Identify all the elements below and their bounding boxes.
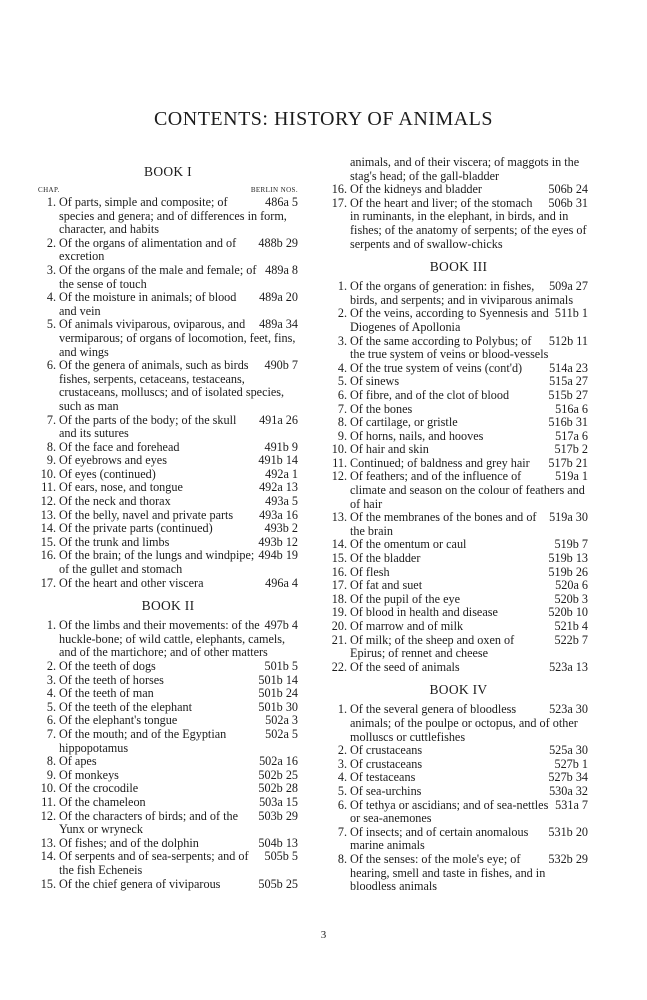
toc-entry	[329, 579, 588, 593]
toc-entry	[38, 536, 298, 550]
chapter-number: 11.	[41, 794, 56, 809]
chapter-title: Of animals viviparous, oviparous, and vermiparous; of organs of locomotion, feet, fins, and wings	[59, 317, 296, 359]
berlin-reference: 515b 27	[548, 387, 588, 402]
chapter-title: Of blood in health and disease	[350, 605, 498, 620]
chapter-title: Of milk; of the sheep and oxen of Epirus; of rennet and cheese	[350, 632, 515, 661]
chapter-title: Of sea-urchins	[350, 783, 422, 798]
berlin-reference: 501b 14	[258, 672, 298, 687]
chapter-number: 10.	[331, 442, 347, 457]
chapter-number: 1.	[337, 279, 347, 294]
chapter-title: Of the kidneys and bladder	[350, 182, 482, 197]
berlin-reference: 519b 26	[548, 564, 588, 579]
chapter-title: Of the teeth of dogs	[59, 659, 156, 673]
toc-entry	[329, 443, 588, 457]
berlin-reference: 502a 3	[265, 713, 298, 728]
berlin-reference: 523a 30	[549, 702, 588, 717]
chapter-title: Of the teeth of man	[59, 686, 154, 701]
chapter-number: 9.	[46, 767, 56, 782]
chapter-title: Of cartilage, or gristle	[350, 415, 458, 430]
column-header	[38, 185, 298, 195]
toc-entry	[329, 538, 588, 552]
toc-entry	[38, 701, 298, 715]
berlin-reference: 502a 16	[259, 754, 298, 769]
toc-entry	[38, 264, 298, 291]
chapter-number: 11.	[41, 480, 56, 495]
chapter-number: 15.	[40, 534, 56, 549]
berlin-reference: 520b 3	[554, 591, 588, 606]
berlin-reference: 506b 31	[548, 195, 588, 210]
toc-entry	[329, 634, 588, 661]
toc-entry	[329, 307, 588, 334]
toc-entry	[329, 375, 588, 389]
berlin-reference: 504b 13	[258, 835, 298, 850]
chapter-number: 19.	[331, 605, 347, 620]
berlin-reference: 520a 6	[555, 578, 588, 593]
toc-entry	[329, 853, 588, 894]
chapter-title: Of the several genera of bloodless animals; of the poulpe or octopus, and of other molluscs or cuttlefishes	[350, 702, 578, 744]
berlin-reference: 517b 21	[548, 455, 588, 470]
chapter-title: Of the organs of generation: in fishes, birds, and serpents; and in viviparous animals	[350, 279, 574, 307]
berlin-reference: 517b 2	[554, 442, 588, 457]
chapter-number: 2.	[337, 306, 347, 321]
chapter-number: 4.	[46, 290, 56, 305]
chapter-number: 5.	[46, 317, 56, 332]
berlin-reference: 516a 6	[555, 401, 588, 416]
toc-entry	[329, 183, 588, 197]
berlin-reference: 512b 11	[548, 333, 588, 348]
chapter-title: Of tethya or ascidians; and of sea-nettles or sea-anemones	[350, 797, 549, 826]
toc-entry	[329, 416, 588, 430]
berlin-reference: 519b 13	[548, 551, 588, 566]
toc-entry	[329, 470, 588, 511]
chapter-number: 6.	[46, 358, 56, 373]
chapter-title: Of the moisture in animals; of blood and vein	[59, 290, 237, 318]
toc-entry	[329, 552, 588, 566]
berlin-reference: 489a 34	[259, 317, 298, 332]
chapter-title: Of the same according to Polybus; of the true system of veins or blood-vessels	[350, 333, 549, 362]
toc-entry	[329, 593, 588, 607]
chapter-title: Of the veins, according to Syennesis and Diogenes of Apollonia	[350, 306, 549, 334]
chapter-number: 15.	[40, 876, 56, 891]
chapter-number: 11.	[332, 455, 347, 470]
toc-entry	[38, 441, 298, 455]
berlin-reference: 505b 5	[264, 849, 298, 864]
chapter-title: Of the private parts (continued)	[59, 521, 213, 536]
toc-entry	[38, 196, 298, 237]
chapter-title: Of the characters of birds; and of the Yunx or wryneck	[59, 808, 239, 837]
chapter-number: 12.	[331, 469, 347, 484]
berlin-reference: 489a 20	[259, 290, 298, 305]
chapter-number: 4.	[337, 360, 347, 375]
chapter-number: 7.	[46, 412, 56, 427]
chapter-number: 2.	[46, 235, 56, 250]
berlin-label: BERLIN NOS.	[250, 186, 298, 194]
toc-entry	[329, 335, 588, 362]
berlin-reference: 506b 24	[548, 182, 588, 197]
toc-entry	[38, 237, 298, 264]
chapter-title: Of apes	[59, 754, 97, 769]
toc-entry	[329, 620, 588, 634]
chapter-title: Of the membranes of the bones and of the brain	[350, 510, 537, 538]
chapter-number: 1.	[46, 618, 56, 633]
berlin-reference: 527b 1	[554, 756, 588, 771]
berlin-reference: 501b 30	[258, 699, 298, 714]
berlin-reference: 514a 23	[549, 360, 588, 375]
toc-entry	[329, 389, 588, 403]
chapter-title: Of the teeth of the elephant	[59, 699, 192, 714]
chapter-number: 13.	[40, 835, 56, 850]
chapter-title: Of the brain; of the lungs and windpipe; of the gullet and stomach	[59, 548, 255, 577]
berlin-reference: 515a 27	[549, 374, 588, 389]
chapter-title: Of the mouth; and of the Egyptian hippopotamus	[59, 726, 227, 755]
berlin-reference: 530a 32	[549, 783, 588, 798]
chapter-number: 6.	[46, 713, 56, 728]
toc-entry	[329, 403, 588, 417]
berlin-reference: 531a 7	[555, 797, 588, 812]
berlin-reference: 489a 8	[265, 262, 298, 277]
toc-entry	[38, 359, 298, 413]
berlin-reference: 491b 9	[264, 439, 298, 454]
chapter-number: 1.	[46, 195, 56, 209]
berlin-reference: 516b 31	[548, 415, 588, 430]
chapter-number: 5.	[337, 783, 347, 798]
chapter-title: Of testaceans	[350, 770, 416, 785]
toc-entry	[38, 850, 298, 877]
toc-entry	[38, 674, 298, 688]
chapter-number: 5.	[337, 374, 347, 389]
chapter-title: Of eyebrows and eyes	[59, 453, 167, 468]
toc-entry	[329, 661, 588, 675]
chapter-number: 18.	[331, 591, 347, 606]
chapter-title: Of the organs of alimentation and of excretion	[59, 235, 237, 264]
toc-entry	[38, 549, 298, 576]
berlin-reference: 493b 12	[258, 534, 298, 549]
berlin-reference: 496a 4	[265, 575, 298, 590]
chapter-number: 7.	[337, 824, 347, 839]
berlin-reference: 497b 4	[264, 618, 298, 633]
berlin-reference: 491a 26	[259, 412, 298, 427]
berlin-reference: 502b 25	[258, 767, 298, 782]
chapter-number: 3.	[46, 262, 56, 277]
chapter-title: Of sinews	[350, 374, 400, 389]
chapter-number: 13.	[331, 510, 347, 525]
chapter-number: 9.	[46, 453, 56, 468]
berlin-reference: 532b 29	[548, 851, 588, 866]
toc-entry	[38, 728, 298, 755]
chapter-title: Of insects; and of certain anomalous marine animals	[350, 824, 529, 853]
page-title: CONTENTS: HISTORY OF ANIMALS	[153, 108, 494, 130]
chapter-number: 21.	[331, 632, 347, 647]
berlin-reference: 493a 16	[259, 507, 298, 522]
chapter-number: 17.	[331, 195, 347, 210]
toc-entry	[329, 826, 588, 853]
berlin-reference: 523a 13	[549, 659, 588, 674]
chapter-title: Of the face and forehead	[59, 439, 180, 454]
toc-entry	[38, 414, 298, 441]
berlin-reference: 509a 27	[549, 279, 588, 294]
berlin-reference: 488b 29	[258, 235, 298, 250]
chapter-title: Of crustaceans	[350, 743, 423, 758]
chapter-title: Of the heart and other viscera	[59, 575, 204, 590]
berlin-reference: 517a 6	[555, 428, 588, 443]
berlin-reference: 501b 24	[258, 686, 298, 701]
chapter-number: 10.	[40, 466, 56, 481]
chapter-title: Of the true system of veins (cont'd)	[350, 360, 523, 375]
chapter-number: 20.	[331, 619, 347, 633]
toc-entry	[329, 430, 588, 444]
chapter-title: Of marrow and of milk	[350, 619, 464, 633]
chapter-number: 4.	[337, 770, 347, 785]
berlin-reference: 502a 5	[265, 726, 298, 741]
berlin-reference: 511b 1	[554, 306, 588, 321]
toc-entry	[329, 758, 588, 772]
chapter-title: Of the pupil of the eye	[350, 591, 460, 606]
chapter-number: 6.	[337, 387, 347, 402]
chapter-number: 8.	[337, 415, 347, 430]
toc-entry	[38, 495, 298, 509]
toc-entry	[329, 744, 588, 758]
chapter-title: Of hair and skin	[350, 442, 429, 457]
chapter-title: Of the limbs and their movements: of the huckle-bone; of wild cattle, elephants, camels, and of the martichore; and of other matters	[59, 618, 286, 660]
chapter-number: 14.	[331, 537, 347, 552]
toc-entry	[38, 810, 298, 837]
chapter-number: 9.	[337, 428, 347, 443]
chapter-title: Of the seed of animals	[350, 659, 460, 674]
berlin-reference: 503a 15	[259, 794, 298, 809]
toc-entry	[38, 755, 298, 769]
berlin-reference: 493b 2	[264, 521, 298, 536]
toc-entry	[38, 481, 298, 495]
berlin-reference: 492a 1	[265, 466, 298, 481]
toc-entry	[329, 703, 588, 744]
page-number: 3	[320, 929, 327, 941]
chapter-number: 7.	[46, 726, 56, 741]
chapter-title: Of fibre, and of the clot of blood	[350, 387, 510, 402]
chapter-title: Of the organs of the male and female; of the sense of touch	[59, 262, 257, 291]
chapter-title: Of the bladder	[350, 551, 421, 566]
toc-entry	[38, 318, 298, 359]
berlin-reference: 494b 19	[258, 548, 298, 563]
berlin-reference: 520b 10	[548, 605, 588, 620]
toc-entry	[329, 566, 588, 580]
toc-entry	[38, 796, 298, 810]
chapter-title: Of eyes (continued)	[59, 466, 156, 481]
toc-entry	[38, 687, 298, 701]
chapter-number: 16.	[331, 564, 347, 579]
toc-entry	[329, 785, 588, 799]
chapter-number: 12.	[40, 494, 56, 509]
chapter-number: 16.	[40, 548, 56, 563]
chapter-number: 5.	[46, 699, 56, 714]
chapter-title: Of the chameleon	[59, 794, 146, 809]
chapter-number: 8.	[46, 754, 56, 769]
chapter-number: 17.	[331, 578, 347, 593]
chapter-title: Of monkeys	[59, 767, 119, 782]
chapter-title: Of crustaceans	[350, 756, 423, 771]
berlin-reference: 519b 7	[554, 537, 588, 552]
chapter-title: Continued; of baldness and grey hair	[350, 455, 530, 470]
berlin-reference: 527b 34	[548, 770, 588, 785]
chapter-title: Of parts, simple and composite; of species and genera; and of differences in form, character, and habits	[59, 195, 287, 237]
berlin-reference: 502b 28	[258, 781, 298, 796]
toc-entry	[38, 837, 298, 851]
continued-entry-text: animals, and of their viscera; of maggots in the stag's head; of the gall-bladder	[350, 155, 580, 183]
chapter-number: 2.	[337, 743, 347, 758]
berlin-reference: 519a 30	[549, 510, 588, 525]
chapter-title: Of the crocodile	[59, 781, 139, 796]
chapter-number: 12.	[40, 808, 56, 823]
toc-entry	[329, 197, 588, 251]
berlin-reference: 519a 1	[555, 469, 588, 484]
chapter-number: 6.	[337, 797, 347, 812]
berlin-reference: 493a 5	[265, 494, 298, 509]
chapter-number: 4.	[46, 686, 56, 701]
toc-entry	[329, 799, 588, 826]
book-heading: BOOK IV	[429, 682, 488, 698]
chapter-number: 8.	[337, 851, 347, 866]
chapter-number: 22.	[331, 659, 347, 674]
toc-entry	[38, 782, 298, 796]
chapter-title: Of flesh	[350, 564, 390, 579]
berlin-reference: 491b 14	[258, 453, 298, 468]
chapter-number: 8.	[46, 439, 56, 454]
toc-entry	[38, 660, 298, 674]
chapter-title: Of the teeth of horses	[59, 672, 164, 687]
toc-entry	[38, 714, 298, 728]
chapter-number: 14.	[40, 521, 56, 536]
chapter-number: 3.	[337, 333, 347, 348]
left-column	[38, 156, 298, 891]
toc-entry	[38, 577, 298, 591]
berlin-reference: 486a 5	[265, 195, 298, 209]
chapter-title: Of the heart and liver; of the stomach in ruminants, in the elephant, in birds, and in fishes; of the anatomy of serpents; of the eyes of serpents and of swallow-chicks	[350, 195, 587, 251]
toc-entry	[38, 769, 298, 783]
toc-entry	[38, 454, 298, 468]
toc-entry	[38, 878, 298, 892]
toc-entry	[38, 619, 298, 660]
book-heading: BOOK III	[429, 259, 488, 275]
chapter-title: Of the neck and thorax	[59, 494, 171, 509]
chapter-number: 2.	[46, 659, 56, 673]
right-column	[329, 156, 588, 894]
berlin-reference: 505b 25	[258, 876, 298, 891]
chapter-title: Of the bones	[350, 401, 413, 416]
chapter-title: Of the trunk and limbs	[59, 534, 170, 549]
chapter-title: Of horns, nails, and hooves	[350, 428, 484, 443]
berlin-reference: 490b 7	[264, 358, 298, 373]
chapter-number: 7.	[337, 401, 347, 416]
chapter-number: 1.	[337, 702, 347, 717]
berlin-reference: 525a 30	[549, 743, 588, 758]
chapter-title: Of the chief genera of viviparous	[59, 876, 221, 891]
chapter-title: Of fat and suet	[350, 578, 423, 593]
toc-entry	[329, 771, 588, 785]
toc-entry	[329, 606, 588, 620]
berlin-reference: 492a 13	[259, 480, 298, 495]
book-heading: BOOK II	[141, 598, 195, 614]
toc-entry	[329, 280, 588, 307]
chapter-number: 10.	[40, 781, 56, 796]
chap-label: CHAP.	[38, 186, 60, 194]
toc-entry	[329, 362, 588, 376]
chapter-number: 14.	[40, 849, 56, 864]
chapter-number: 3.	[46, 672, 56, 687]
toc-entry	[38, 468, 298, 482]
berlin-reference: 522b 7	[554, 632, 588, 647]
chapter-title: Of the elephant's tongue	[59, 713, 178, 728]
chapter-title: Of the belly, navel and private parts	[59, 507, 234, 522]
chapter-title: Of the genera of animals, such as birds fishes, serpents, cetaceans, testaceans, crustaceans, molluscs; and of isolated species, such as man	[59, 358, 285, 413]
chapter-number: 3.	[337, 756, 347, 771]
chapter-number: 15.	[331, 551, 347, 566]
toc-entry	[329, 511, 588, 538]
toc-entry	[38, 522, 298, 536]
toc-entry	[329, 457, 588, 471]
toc-entry	[38, 509, 298, 523]
berlin-reference: 503b 29	[258, 808, 298, 823]
chapter-title: Of serpents and of sea-serpents; and of the fish Echeneis	[59, 849, 249, 877]
book-heading: BOOK I	[144, 164, 192, 179]
berlin-reference: 501b 5	[264, 659, 298, 673]
chapter-title: Of the parts of the body; of the skull and its sutures	[59, 412, 237, 441]
chapter-title: Of the omentum or caul	[350, 537, 467, 552]
chapter-title: Of the senses: of the mole's eye; of hearing, smell and taste in fishes, and in bloodless animals	[350, 851, 546, 894]
chapter-number: 17.	[40, 575, 56, 590]
toc-entry	[38, 291, 298, 318]
berlin-reference: 531b 20	[548, 824, 588, 839]
chapter-title: Of ears, nose, and tongue	[59, 480, 183, 495]
chapter-number: 13.	[40, 507, 56, 522]
berlin-reference: 521b 4	[554, 619, 588, 633]
chapter-number: 16.	[331, 182, 347, 197]
chapter-title: Of fishes; and of the dolphin	[59, 835, 199, 850]
chapter-title: Of feathers; and of the influence of climate and season on the colour of feathers and of hair	[350, 469, 585, 511]
